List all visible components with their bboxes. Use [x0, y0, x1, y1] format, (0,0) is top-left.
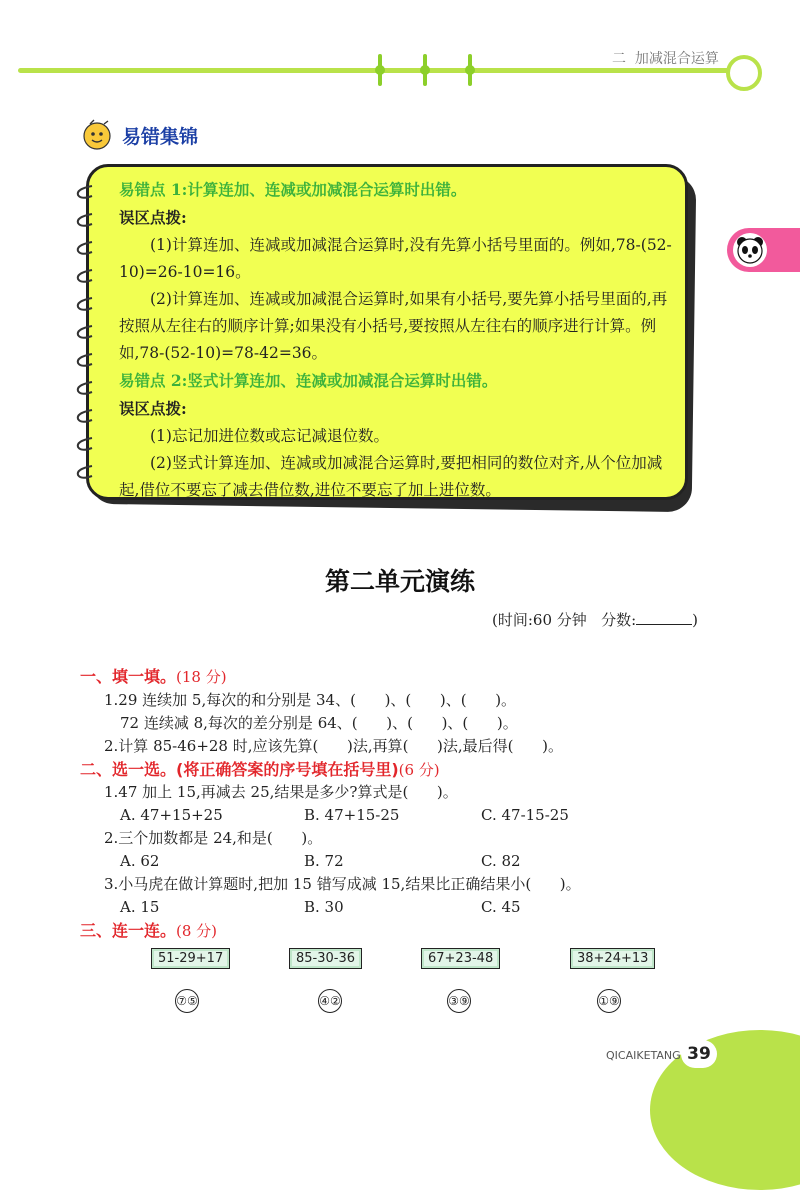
- s2-q2-option-b: B. 72: [304, 852, 344, 870]
- advice-paragraph-3: (1)忘记加进位数或忘记减退位数。: [150, 427, 389, 445]
- s2-q1-option-b: B. 47+15-25: [304, 806, 400, 824]
- section3-title: [80, 918, 217, 941]
- page-number: 39: [681, 1040, 717, 1068]
- s2-q1-option-a: A. 47+15+25: [120, 806, 223, 824]
- advice-paragraph-1: (1)计算连加、连减或加减混合运算时,没有先算小括号里面的。例如,78-(52-10)=26-10=16。: [119, 236, 672, 281]
- expression-box[interactable]: 67+23-48: [421, 948, 500, 969]
- score-blank[interactable]: [636, 610, 692, 625]
- answer-circle[interactable]: ①⑨: [597, 989, 621, 1013]
- advice-paragraph-4: (2)竖式计算连加、连减或加减混合运算时,要把相同的数位对齐,从个位加减起,借位不要忘了减去借位数,进位不要忘了加上进位数。: [119, 454, 663, 499]
- card-content: [119, 176, 679, 504]
- section1-score: (18 分): [176, 668, 227, 686]
- unit-title: 第二单元演练: [324, 567, 475, 596]
- time-info-text: (时间:60 分钟 分数:: [492, 611, 637, 629]
- point1-text: 计算连加、连减或加减混合运算时出错。: [187, 180, 467, 199]
- chapter-title: 二 加减混合运算: [612, 51, 719, 67]
- s2-question-3: 3.小马虎在做计算题时,把加 15 错写成减 15,结果比正确结果小( )。: [104, 875, 581, 893]
- spiral-binding-icon: [70, 180, 110, 500]
- s2-q2-option-a: A. 62: [120, 852, 160, 870]
- panda-badge-icon: [726, 55, 762, 91]
- s1-question-1a: 1.29 连续加 5,每次的和分别是 34、( )、( )、( )。: [104, 691, 517, 709]
- advice-paragraph-2: (2)计算连加、连减或加减混合运算时,如果有小括号,要先算小括号里面的,再按照从左往右的顺序计算;如果没有小括号,要按照从左往右的顺序进行计算。例如,78-(52-10)=78-42=36。: [119, 290, 668, 362]
- s1-question-2: 2.计算 85-46+28 时,应该先算( )法,再算( )法,最后得( )。: [104, 737, 563, 755]
- s2-q3-option-b: B. 30: [304, 898, 344, 916]
- s2-question-1: 1.47 加上 15,再减去 25,结果是多少?算式是( )。: [104, 783, 458, 801]
- s2-q1-option-c: C. 47-15-25: [481, 806, 569, 824]
- section2-title-text: 二、选一选。(将正确答案的序号填在括号里): [80, 760, 399, 779]
- s2-question-2: 2.三个加数都是 24,和是( )。: [104, 829, 323, 847]
- section3-score: (8 分): [176, 922, 218, 940]
- mascot-icon: [80, 118, 114, 152]
- answer-circle[interactable]: ③⑨: [447, 989, 471, 1013]
- expression-box[interactable]: 38+24+13: [570, 948, 655, 969]
- time-info: [492, 609, 698, 630]
- expression-box[interactable]: 51-29+17: [151, 948, 230, 969]
- section1-title-text: 一、填一填。: [80, 667, 177, 686]
- expression-box[interactable]: 85-30-36: [289, 948, 362, 969]
- section2-score: (6 分): [398, 761, 440, 779]
- binder-rings-icon: [375, 50, 485, 90]
- advice-label-1: 误区点拨:: [119, 208, 187, 227]
- time-info-end: ): [692, 611, 698, 629]
- section2-title: [80, 757, 440, 780]
- s2-q2-option-c: C. 82: [481, 852, 521, 870]
- advice-label-2: 误区点拨:: [119, 399, 187, 418]
- s1-question-1b: 72 连续减 8,每次的差分别是 64、( )、( )、( )。: [120, 714, 518, 732]
- answer-circle[interactable]: ④②: [318, 989, 342, 1013]
- point2-label: 易错点 2:: [119, 371, 188, 390]
- point2-text: 竖式计算连加、连减或加减混合运算时出错。: [187, 371, 498, 390]
- s2-q3-option-a: A. 15: [120, 898, 160, 916]
- section-title: 易错集锦: [122, 126, 199, 148]
- s2-q3-option-c: C. 45: [481, 898, 521, 916]
- footer-brand: QICAIKETANG: [606, 1049, 681, 1062]
- point1-label: 易错点 1:: [119, 180, 188, 199]
- section3-title-text: 三、连一连。: [80, 921, 177, 940]
- answer-circle[interactable]: ⑦⑤: [175, 989, 199, 1013]
- panda-icon: [733, 233, 767, 267]
- section1-title: [80, 664, 227, 687]
